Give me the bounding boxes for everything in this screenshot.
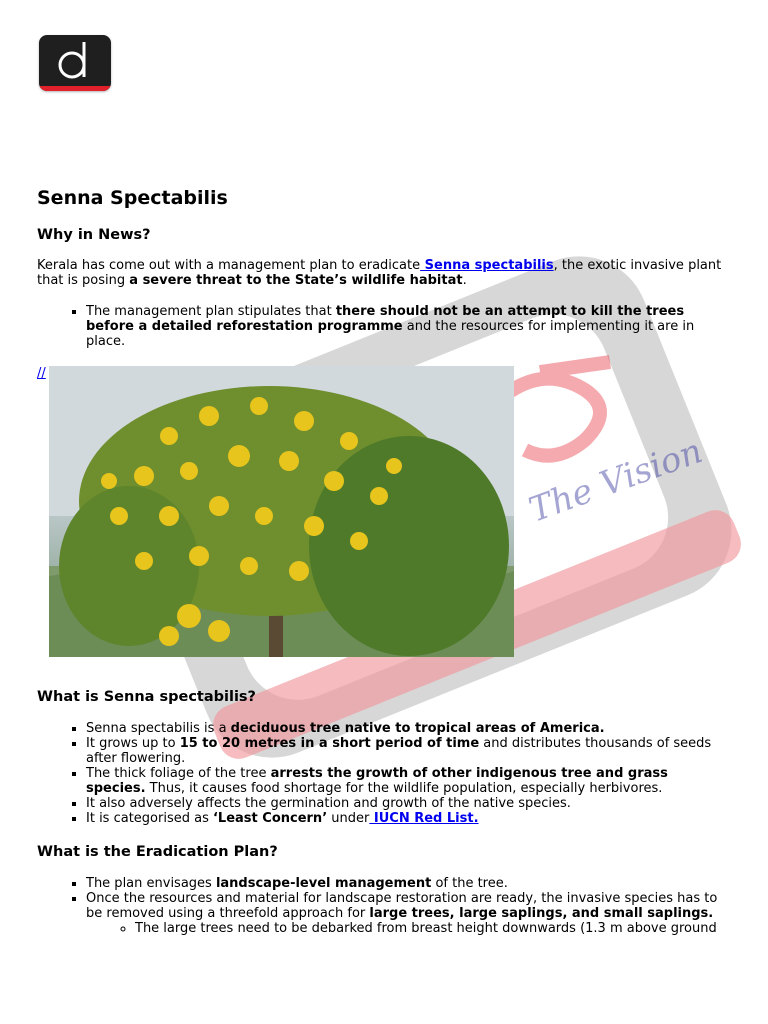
logo-accent-bar [39,86,111,91]
intro-text-end: . [462,273,467,288]
list-item: ▪ It also adversely affects the germination and growth of the native species. [86,796,727,811]
article-title: Senna Spectabilis [37,187,228,209]
senna-spectabilis-link[interactable]: Senna spectabilis [420,258,554,273]
what-is-heading: What is Senna spectabilis? [37,689,256,705]
list-item: ◦ The large trees need to be debarked from breast height downwards (1.3 m above ground [135,921,727,936]
what-bullets [37,721,727,826]
list-item: ▪ The plan envisages landscape-level management of the tree. [86,876,727,891]
iucn-red-list-link[interactable]: IUCN Red List. [369,811,479,826]
intro-bold: a severe threat to the State’s wildlife habitat [129,273,463,288]
site-logo[interactable] [39,35,111,91]
list-item: ▪ It is categorised as ‘Least Concern’ under IUCN Red List. [86,811,727,826]
plan-sub-bullets [86,921,727,936]
intro-paragraph [37,258,727,288]
image-link[interactable]: // [37,366,46,381]
list-item: ▪ It grows up to 15 to 20 metres in a short period of time and distributes thousands of seeds after flowering. [86,736,727,766]
logo-d-glyph [39,35,111,91]
list-item: ▪ Senna spectabilis is a deciduous tree native to tropical areas of America. [86,721,727,736]
plan-bullets [37,876,727,936]
watermark-text: The Vision [523,431,708,531]
intro-text: Kerala has come out with a management plan to eradicate [37,258,421,273]
why-in-news-heading: Why in News? [37,227,151,243]
list-item: ▪ The management plan stipulates that there should not be an attempt to kill the trees before a detailed reforestation programme and the resources for implementing it are in place. [86,304,727,349]
list-item: ▪ The thick foliage of the tree arrests the growth of other indigenous tree and grass species. Thus, it causes food shortage for the wildlife population, especially herbivores. [86,766,727,796]
eradication-plan-heading: What is the Eradication Plan? [37,844,278,860]
why-bullets [37,304,727,349]
list-item: ▪ Once the resources and material for landscape restoration are ready, the invasive species has to be removed using a threefold approach for large trees, large saplings, and small saplings. ◦ The large trees need to be debarked from breast height downwards (1.3 m above ground [86,891,727,936]
senna-tree-photo [49,366,514,657]
intro-text-mid: , the exotic invasive plant that is posing [37,258,722,288]
